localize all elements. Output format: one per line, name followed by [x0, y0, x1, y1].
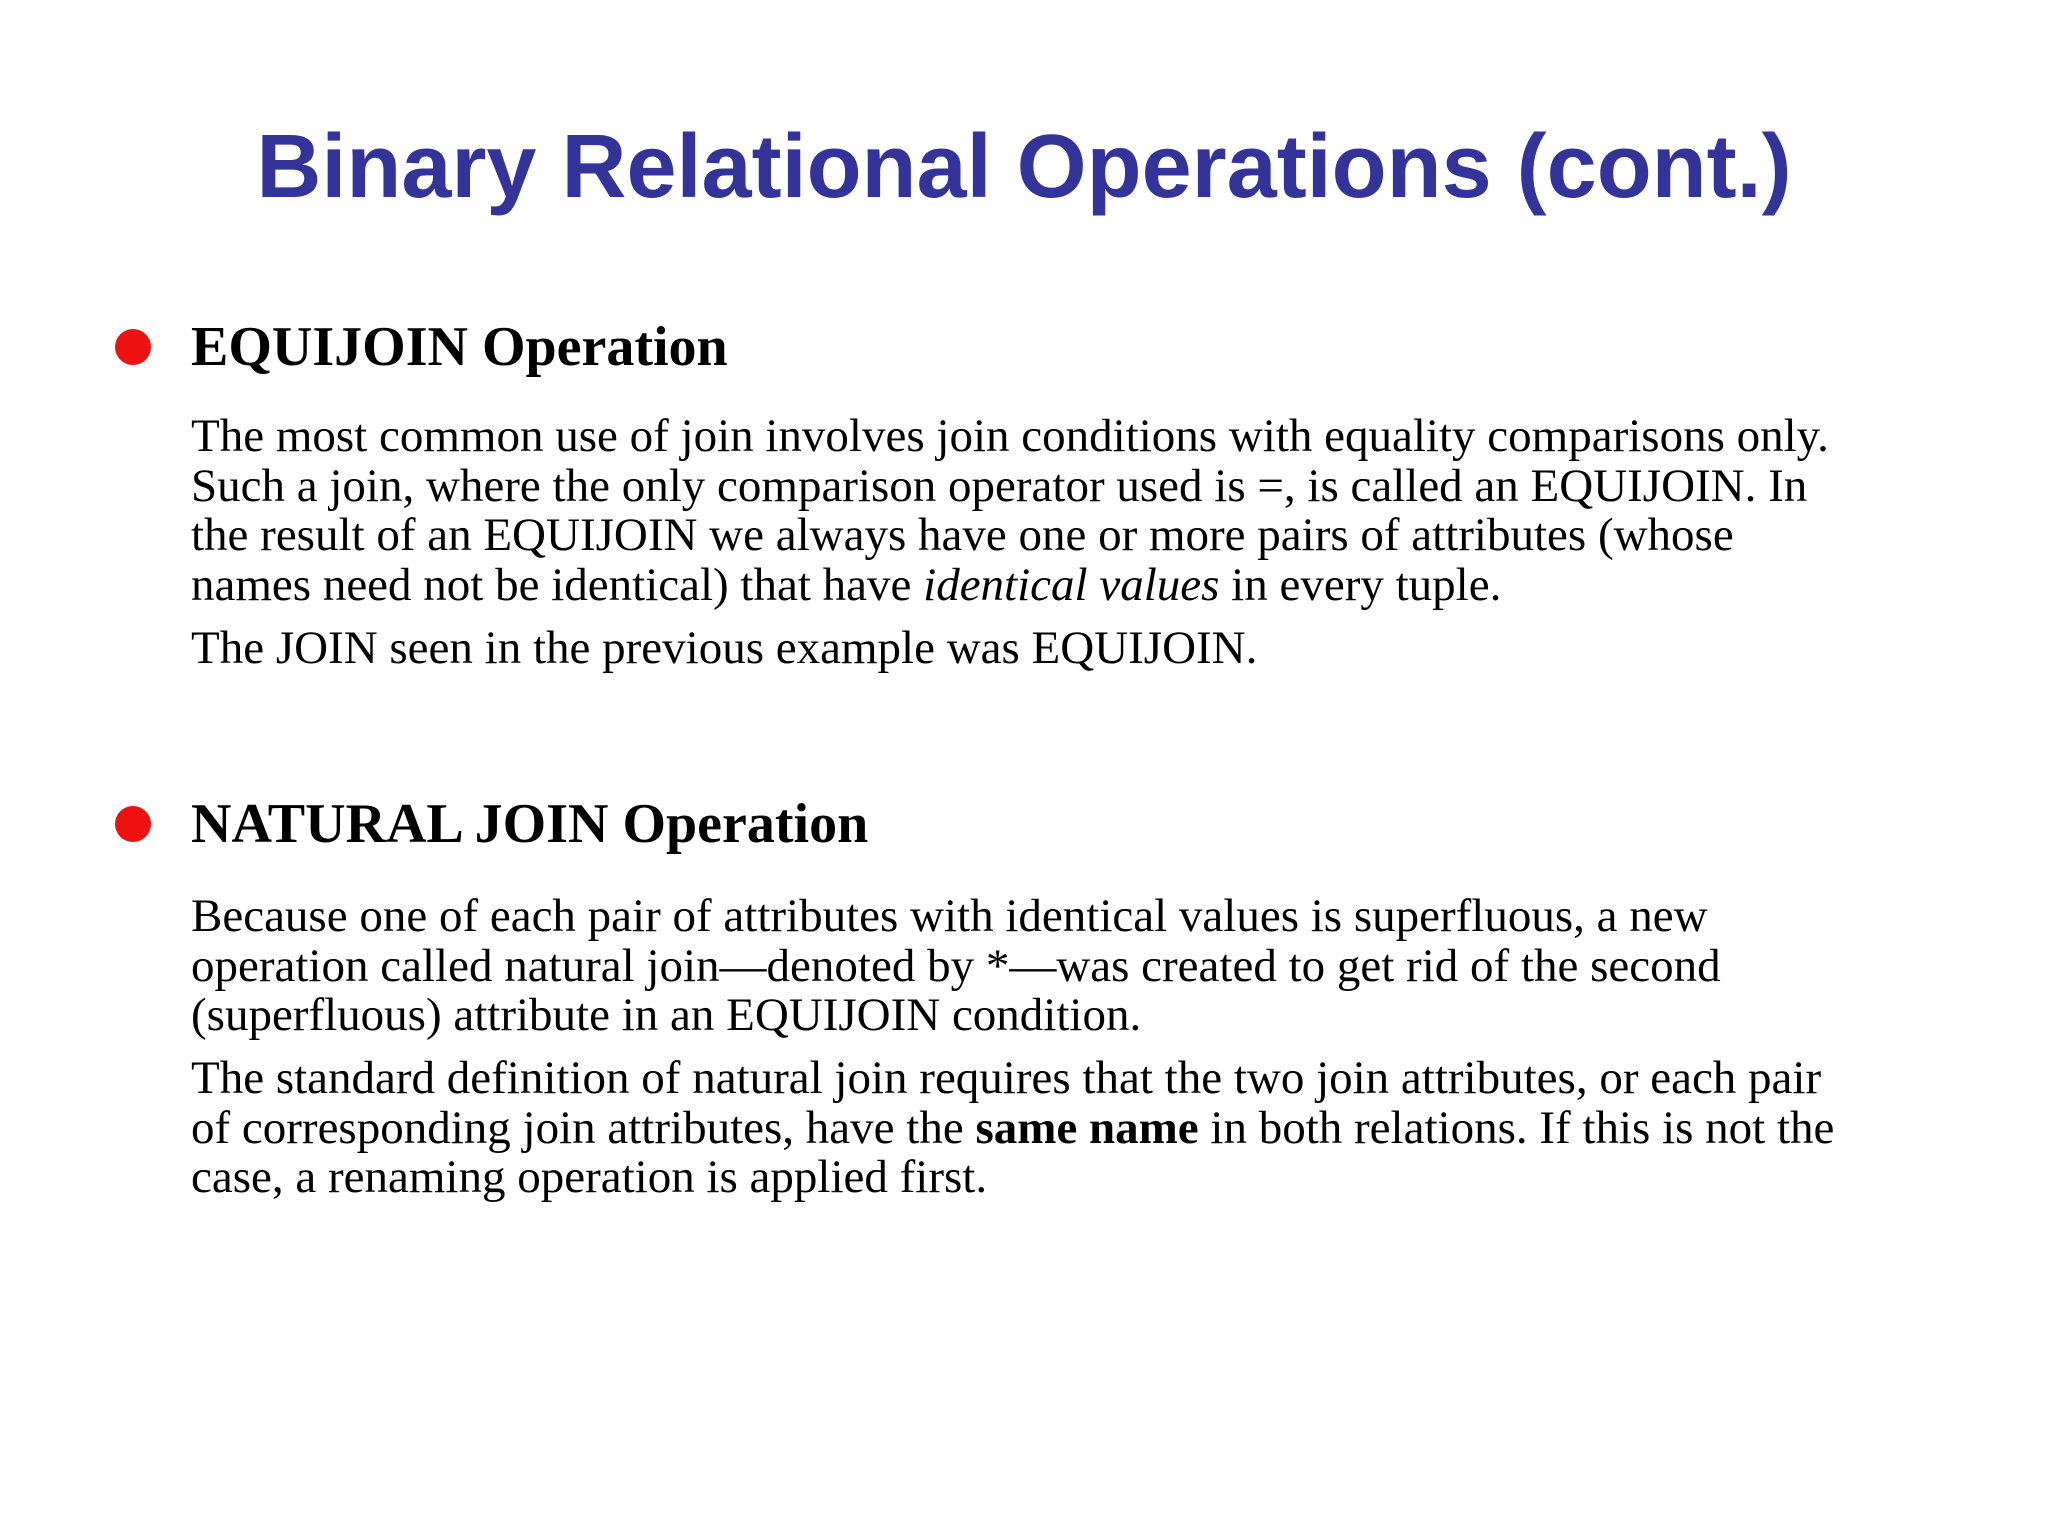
text-line: (superfluous) attribute in an EQUIJOIN condition.: [191, 989, 1142, 1041]
text-line: case, a renaming operation is applied first.: [191, 1151, 988, 1203]
text-segment: in both relations. If this is not the: [1198, 1101, 1835, 1154]
text-line: The JOIN seen in the previous example was EQUIJOIN.: [191, 622, 1258, 674]
natural-join-definition: [191, 1054, 2031, 1203]
text-segment: names need not be identical) that have: [191, 558, 924, 611]
natural-join-description: [191, 892, 2031, 1041]
text-line: operation called natural join—denoted by *—was created to get rid of the second: [191, 939, 1721, 992]
text-line: Because one of each pair of attributes with identical values is superfluous, a new: [191, 890, 1708, 942]
bullet-dot-icon: [115, 806, 151, 842]
emphasis-text: identical values: [923, 558, 1220, 611]
slide-title: Binary Relational Operations (cont.): [256, 117, 1792, 217]
bold-text: same name: [975, 1101, 1199, 1154]
equijoin-heading: EQUIJOIN Operation: [191, 316, 728, 378]
text-line: the result of an EQUIJOIN we always have one or more pairs of attributes (whose: [191, 509, 1734, 561]
equijoin-description: [191, 412, 2031, 610]
text-line: The most common use of join involves join conditions with equality comparisons only.: [191, 410, 1829, 462]
bullet-dot-icon: [115, 329, 151, 365]
text-segment: in every tuple.: [1219, 558, 1502, 611]
natural-join-heading: NATURAL JOIN Operation: [191, 793, 869, 855]
text-line: [191, 1101, 2031, 1154]
text-line: The standard definition of natural join requires that the two join attributes, or each pair: [191, 1052, 1822, 1104]
text-line: [191, 558, 2031, 611]
equijoin-note: [191, 624, 2031, 674]
text-segment: of corresponding join attributes, have the: [191, 1101, 976, 1154]
text-line: Such a join, where the only comparison operator used is =, is called an EQUIJOIN. In: [191, 459, 1808, 512]
